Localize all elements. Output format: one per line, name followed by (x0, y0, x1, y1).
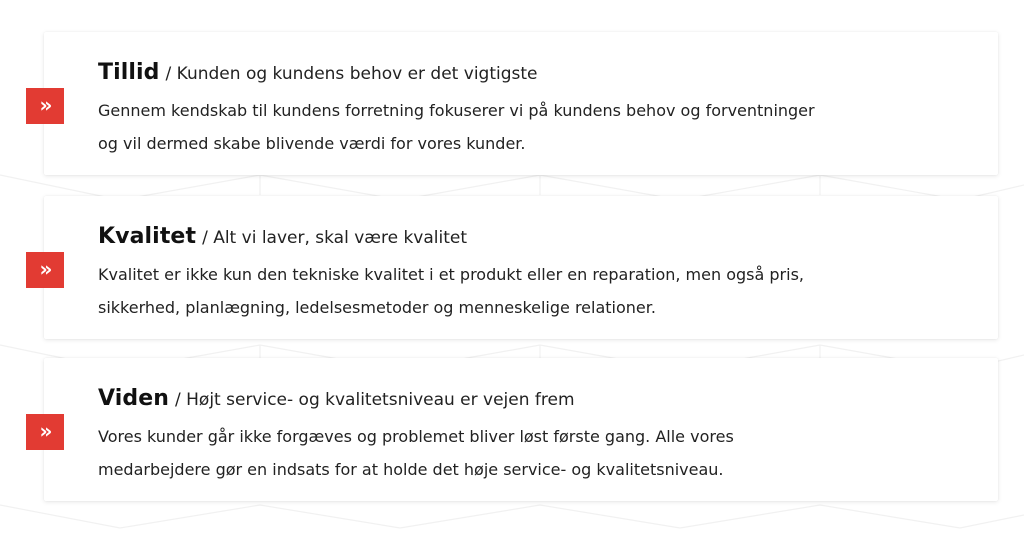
value-title: Kvalitet (98, 224, 197, 249)
value-description: Kvalitet er ikke kun den tekniske kvalitet i et produkt eller en reparation, men også pris, sikkerhed, planlægning, ledelsesmetoder og menneskelige relationer. (98, 265, 804, 317)
value-card-viden (39, 358, 998, 501)
value-title: Viden (98, 386, 170, 411)
value-card-content (98, 224, 968, 324)
value-description: Vores kunder går ikke forgæves og problemet bliver løst første gang. Alle vores medarbejdere gør en indsats for at holde det høje service- og kvalitetsniveau. (98, 427, 734, 479)
value-heading (98, 386, 968, 416)
value-description: Gennem kendskab til kundens forretning fokuserer vi på kundens behov og forventninger og vil dermed skabe blivende værdi for vores kunder. (98, 101, 815, 153)
double-chevron-right-icon (26, 252, 64, 288)
value-card-content (98, 60, 968, 160)
badge-glyph: » (39, 257, 51, 281)
value-subtitle: / Højt service- og kvalitetsniveau er vejen frem (175, 390, 575, 410)
double-chevron-right-icon (26, 88, 64, 124)
value-card-content (98, 386, 968, 486)
double-chevron-right-icon (26, 414, 64, 450)
value-title: Tillid (98, 60, 160, 85)
badge-glyph: » (39, 93, 51, 117)
value-heading (98, 60, 968, 90)
value-card-kvalitet (39, 196, 998, 339)
value-card-tillid (39, 32, 998, 175)
value-subtitle: / Alt vi laver, skal være kvalitet (202, 228, 468, 248)
value-subtitle: / Kunden og kundens behov er det vigtigste (165, 64, 538, 84)
badge-glyph: » (39, 419, 51, 443)
value-heading (98, 224, 968, 254)
